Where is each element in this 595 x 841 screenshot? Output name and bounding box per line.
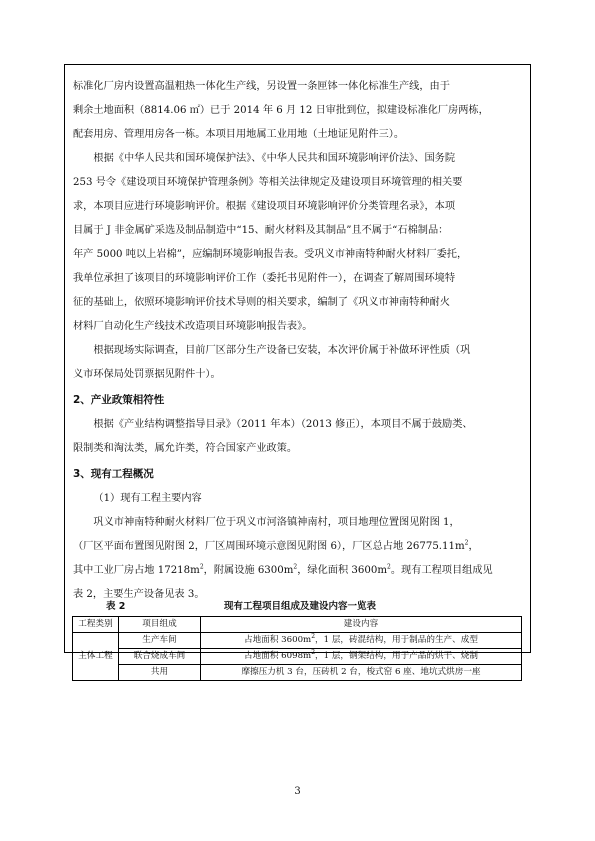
paragraph-line: 义市环保局处罚票据见附件十）。 xyxy=(73,369,221,380)
paragraph-line: 根据《产业结构调整指导目录》（2011 年本）（2013 修正），本项目不属于鼓励类、 xyxy=(93,419,473,430)
paragraph-line: 我单位承担了该项目的环境影响评价工作（委托书见附件一），在调查了解周围环境特 xyxy=(73,273,456,284)
table-row xyxy=(73,665,522,681)
paragraph-line: 根据《中华人民共和国环境保护法》、《中华人民共和国环境影响评价法》、国务院 xyxy=(93,153,456,164)
item-cell: 生产车间 xyxy=(119,633,201,649)
paragraph-line: 征的基础上，依照环境影响评价技术导则的相关要求，编制了《巩义市神南特种耐火 xyxy=(73,297,450,308)
content-frame xyxy=(64,64,531,653)
paragraph-line: 年产 5000 吨以上岩棉”，应编制环境影响报告表。受巩义市神南特种耐火材料厂委托， xyxy=(73,249,468,260)
paragraph-line: 限制类和淘汰类，属允许类，符合国家产业政策。 xyxy=(73,443,298,454)
table-title: 现有工程项目组成及建设内容一览表 xyxy=(224,601,377,612)
subsection-heading: （1）现有工程主要内容 xyxy=(93,493,202,504)
section-heading: 3、现有工程概况 xyxy=(73,468,154,480)
paragraph-line: 表 2，主要生产设备见表 3。 xyxy=(73,589,205,600)
content-cell: 占地面积 $3600m^2$，1 层，砖混结构，用于制品的生产、成型 xyxy=(201,633,522,649)
section-heading: 2、产业政策相符性 xyxy=(73,394,165,406)
paragraph-line: 目属于 J 非金属矿采选及制品制造中“15、耐火材料及其制品”且不属于“石棉制品： xyxy=(73,225,449,236)
item-cell: 联合烧成车间 xyxy=(119,649,201,665)
page-number: 3 xyxy=(294,786,301,797)
category-cell: 主体工程 xyxy=(73,633,119,681)
paragraph-line: 剩余土地面积（8814.06 ㎡）已于 2014 年 6 月 12 日审批到位，拟建设标准化厂房两栋， xyxy=(73,105,489,116)
paragraph-line: 求，本项目应进行环境影响评价。根据《建设项目环境影响评价分类管理名录》，本项 xyxy=(73,201,456,212)
table-row xyxy=(73,649,522,665)
table-number: 表 2 xyxy=(106,601,126,612)
paragraph-line: 根据现场实际调查，目前厂区部分生产设备已安装，本次评价属于补做环评性质（巩 xyxy=(93,345,471,356)
paragraph-line: 其中工业厂房占地 $17218m^2$，附属设施 $6300m^2$，绿化面积 $3600m^2$。现有工程项目组成见 xyxy=(73,563,493,576)
paragraph-line: 材料厂自动化生产线技术改造项目环境影响报告表》。 xyxy=(73,321,313,332)
table-header-row xyxy=(73,617,522,633)
header-content: 建设内容 xyxy=(201,617,522,633)
project-composition-table xyxy=(72,616,522,681)
paragraph-line: 巩义市神南特种耐火材料厂位于巩义市河洛镇神南村，项目地理位置图见附图 1， xyxy=(93,517,460,528)
item-cell: 共用 xyxy=(119,665,201,681)
table-caption xyxy=(72,596,522,614)
table-row xyxy=(73,633,522,649)
paragraph-line: （厂区平面布置图见附图 2，厂区周围环境示意图见附图 6），厂区总占地 $26775.11m^2$， xyxy=(73,539,479,552)
paragraph-line: 标准化厂房内设置高温粗热一体化生产线，另设置一条匣钵一体化标准生产线，由于 xyxy=(73,81,450,92)
content-cell: 摩擦压力机 3 台，压砖机 2 台，梭式窑 6 座、地坑式烘房一座 xyxy=(201,665,522,681)
paragraph-line: 253 号令《建设项目环境保护管理条例》等相关法律规定及建设项目环境管理的相关要 xyxy=(73,177,463,188)
header-category: 工程类别 xyxy=(73,617,119,633)
paragraph-line: 配套用房、管理用房各一栋。本项目用地属工业用地（土地证见附件三）。 xyxy=(73,129,405,140)
content-cell: 占地面积 $6098m^2$，1 层，钢架结构，用于产品的烘干、烧制 xyxy=(201,649,522,665)
header-item: 项目组成 xyxy=(119,617,201,633)
